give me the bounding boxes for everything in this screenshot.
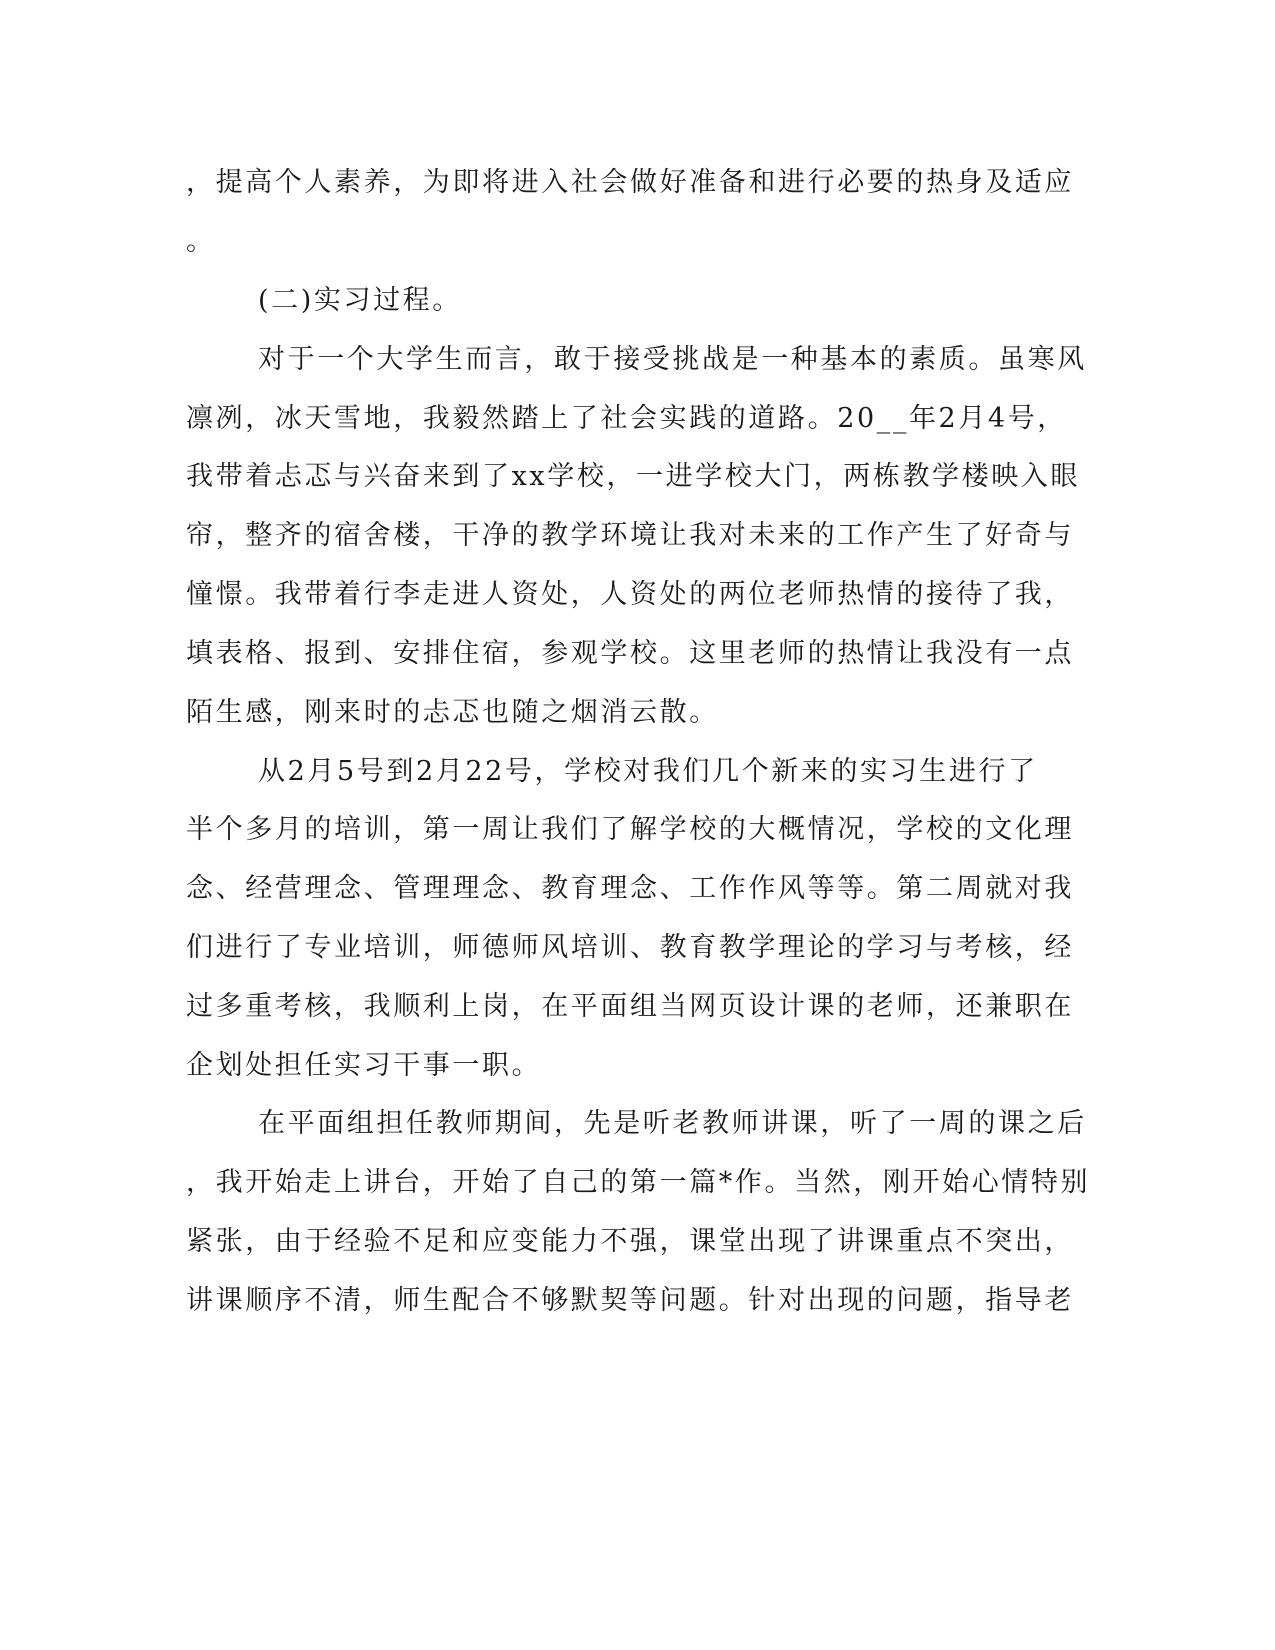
- text-line: 。: [186, 226, 216, 257]
- text-line: 对于一个大学生而言，敢于接受挑战是一种基本的素质。虽寒风: [258, 344, 1087, 375]
- text-line: 在平面组担任教师期间，先是听老教师讲课，听了一周的课之后: [258, 1108, 1087, 1139]
- text-line: 从2月5号到2月22号，学校对我们几个新来的实习生进行了: [258, 756, 1038, 787]
- text-line: ，我开始走上讲台，开始了自己的第一篇*作。当然，刚开始心情特别: [186, 1167, 1091, 1198]
- text-line: 半个多月的培训，第一周让我们了解学校的大概情况，学校的文化理: [186, 814, 1074, 845]
- text-line: 凛冽，冰天雪地，我毅然踏上了社会实践的道路。20__年2月4号，: [186, 403, 1067, 434]
- section-heading: (二)实习过程。: [258, 285, 462, 316]
- text-line: 过多重考核，我顺利上岗，在平面组当网页设计课的老师，还兼职在: [186, 991, 1074, 1022]
- text-line: 填表格、报到、安排住宿，参观学校。这里老师的热情让我没有一点: [186, 638, 1074, 669]
- text-line: 念、经营理念、管理理念、教育理念、工作作风等等。第二周就对我: [186, 873, 1074, 904]
- text-line: 企划处担任实习干事一职。: [186, 1050, 542, 1081]
- text-line: 帘，整齐的宿舍楼，干净的教学环境让我对未来的工作产生了好奇与: [186, 520, 1074, 551]
- text-line: 我带着忐忑与兴奋来到了xx学校，一进学校大门，两栋教学楼映入眼: [186, 461, 1081, 492]
- text-line: 憧憬。我带着行李走进人资处，人资处的两位老师热情的接待了我，: [186, 579, 1074, 610]
- text-line: 讲课顺序不清，师生配合不够默契等问题。针对出现的问题，指导老: [186, 1285, 1074, 1316]
- text-line: 们进行了专业培训，师德师风培训、教育教学理论的学习与考核，经: [186, 932, 1074, 963]
- text-line: ，提高个人素养，为即将进入社会做好准备和进行必要的热身及适应: [186, 167, 1074, 198]
- text-line: 陌生感，刚来时的忐忑也随之烟消云散。: [186, 697, 719, 728]
- text-line: 紧张，由于经验不足和应变能力不强，课堂出现了讲课重点不突出，: [186, 1226, 1074, 1257]
